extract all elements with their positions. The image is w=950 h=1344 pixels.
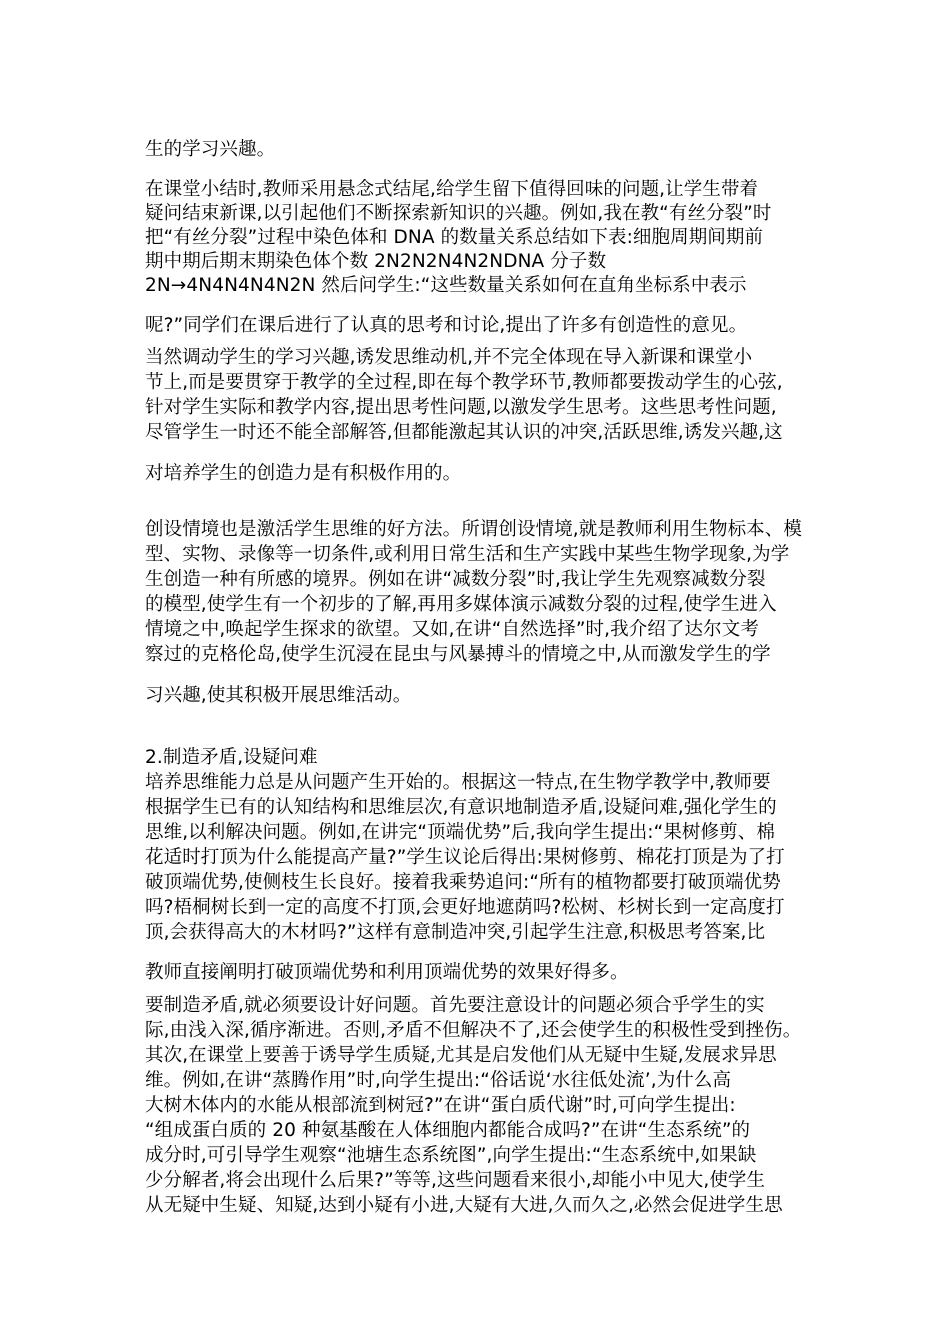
text-line: 少分解者,将会出现什么后果?”等等,这些问题看来很小,却能小中见大,使学生 xyxy=(145,1170,766,1191)
text-line: 成分时,可引导学生观察“池塘生态系统图”,向学生提出:“生态系统中,如果缺 xyxy=(145,1145,757,1166)
text-line: 大树木体内的水能从根部流到树冠?”在讲“蛋白质代谢”时,可向学生提出: xyxy=(145,1095,736,1116)
section-heading: 2.制造矛盾,设疑问难 xyxy=(145,747,318,768)
text-line: 根据学生已有的认知结构和思维层次,有意识地制造矛盾,设疑问难,强化学生的 xyxy=(145,797,777,818)
text-line: 期中期后期末期染色体个数 2N2N2N4N2NDNA 分子数 xyxy=(145,251,607,272)
text-line: 的模型,使学生有一个初步的了解,再用多媒体演示减数分裂的过程,使学生进入 xyxy=(145,594,777,615)
text-line: 疑问结束新课,以引起他们不断探索新知识的兴趣。例如,我在教“有丝分裂”时 xyxy=(145,203,772,224)
text-line: 际,由浅入深,循序渐进。否则,矛盾不但解决不了,还会使学生的积极性受到挫伤。 xyxy=(145,1020,802,1041)
text-line: 思维,以利解决问题。例如,在讲完“顶端优势”后,我向学生提出:“果树修剪、棉 xyxy=(145,822,775,843)
text-line: 当然调动学生的学习兴趣,诱发思维动机,并不完全体现在导入新课和课堂小 xyxy=(145,347,753,368)
text-line: 对培养学生的创造力是有积极作用的。 xyxy=(145,463,462,484)
text-line: 生的学习兴趣。 xyxy=(145,139,276,160)
text-line: 2N→4N4N4N4N2N 然后问学生:“这些数量关系如何在直角坐标系中表示 xyxy=(145,275,747,296)
text-line: 维。例如,在讲“蒸腾作用”时,向学生提出:“俗话说‘水往低处流’,为什么高 xyxy=(145,1070,732,1091)
text-line: 吗?梧桐树长到一定的高度不打顶,会更好地遮荫吗?松树、杉树长到一定高度打 xyxy=(145,897,785,918)
text-line: 教师直接阐明打破顶端优势和利用顶端优势的效果好得多。 xyxy=(145,962,629,983)
text-line: 要制造矛盾,就必须要设计好问题。首先要注意设计的问题必须合乎学生的实 xyxy=(145,995,765,1016)
text-line: 生创造一种有所感的境界。例如在讲“减数分裂”时,我让学生先观察减数分裂 xyxy=(145,569,766,590)
text-line: 型、实物、录像等一切条件,或利用日常生活和生产实践中某些生物学现象,为学 xyxy=(145,544,790,565)
text-line: 习兴趣,使其积极开展思维活动。 xyxy=(145,685,412,706)
text-line: 其次,在课堂上要善于诱导学生质疑,尤其是启发他们从无疑中生疑,发展求异思 xyxy=(145,1045,777,1066)
text-line: 节上,而是要贯穿于教学的全过程,即在每个教学环节,教师都要拨动学生的心弦, xyxy=(145,372,783,393)
text-line: 察过的克格伦岛,使学生沉浸在昆虫与风暴搏斗的情境之中,从而激发学生的学 xyxy=(145,644,771,665)
text-line: 从无疑中生疑、知疑,达到小疑有小进,大疑有大进,久而久之,必然会促进学生思 xyxy=(145,1195,783,1216)
text-line: 针对学生实际和教学内容,提出思考性问题,以激发学生思考。这些思考性问题, xyxy=(145,397,777,418)
text-line: 创设情境也是激活学生思维的好方法。所谓创设情境,就是教师利用生物标本、模 xyxy=(145,519,802,540)
text-line: 尽管学生一时还不能全部解答,但都能激起其认识的冲突,活跃思维,诱发兴趣,这 xyxy=(145,422,783,443)
text-line: 顶,会获得高大的木材吗?”这样有意制造冲突,引起学生注意,积极思考答案,比 xyxy=(145,922,766,943)
text-line: 在课堂小结时,教师采用悬念式结尾,给学生留下值得回味的问题,让学生带着 xyxy=(145,179,759,200)
text-line: 花适时打顶为什么能提高产量?”学生议论后得出:果树修剪、棉花打顶是为了打 xyxy=(145,847,785,868)
text-line: 呢?”同学们在课后进行了认真的思考和讨论,提出了许多有创造性的意见。 xyxy=(145,315,748,336)
text-line: 情境之中,唤起学生探求的欲望。又如,在讲“自然选择”时,我介绍了达尔文考 xyxy=(145,619,759,640)
text-line: “组成蛋白质的 20 种氨基酸在人体细胞内都能合成吗?”在讲“生态系统”的 xyxy=(145,1120,751,1141)
text-line: 把“有丝分裂”过程中染色体和 DNA 的数量关系总结如下表:细胞周期间期前 xyxy=(145,227,764,248)
text-line: 破顶端优势,使侧枝生长良好。接着我乘势追问:“所有的植物都要打破顶端优势 xyxy=(145,872,781,893)
text-line: 培养思维能力总是从问题产生开始的。根据这一特点,在生物学教学中,教师要 xyxy=(145,772,771,793)
